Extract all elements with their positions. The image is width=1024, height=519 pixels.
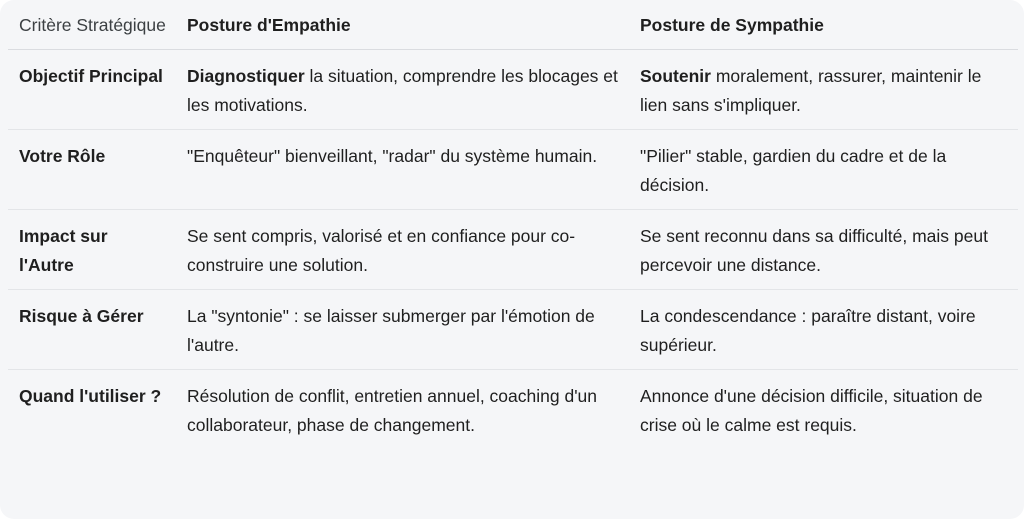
row-criterion: Votre Rôle — [8, 130, 176, 210]
row-criterion: Objectif Principal — [8, 50, 176, 130]
table-row — [8, 50, 1018, 130]
header-sympathy: Posture de Sympathie — [629, 0, 1018, 50]
cell-empathy-emphasis: Diagnostiquer — [187, 66, 305, 86]
table-row — [8, 290, 1018, 370]
cell-sympathy — [629, 50, 1018, 130]
header-criterion: Critère Stratégique — [8, 0, 176, 50]
row-criterion: Quand l'utiliser ? — [19, 386, 162, 406]
cell-empathy-text: la situation, comprendre les blocages et les motivations. — [187, 66, 618, 115]
header-empathy: Posture d'Empathie — [176, 0, 629, 50]
cell-empathy — [176, 50, 629, 130]
cell-empathy: Résolution de conflit, entretien annuel, coaching d'un collaborateur, phase de changement. — [187, 386, 598, 435]
table-row — [8, 210, 1018, 290]
cell-sympathy: Annonce d'une décision difficile, situation de crise où le calme est requis. — [640, 386, 983, 435]
comparison-table — [8, 0, 1018, 449]
cell-sympathy-text: moralement, rassurer, maintenir le lien sans s'impliquer. — [640, 66, 982, 115]
row-criterion: Impact sur l'Autre — [8, 210, 176, 290]
header-row — [8, 0, 1018, 50]
cell-sympathy: Se sent reconnu dans sa difficulté, mais peut percevoir une distance. — [629, 210, 1018, 290]
cell-empathy: Se sent compris, valorisé et en confiance pour co-construire une solution. — [176, 210, 629, 290]
table-row — [8, 130, 1018, 210]
table-row — [8, 370, 1018, 450]
cell-sympathy: "Pilier" stable, gardien du cadre et de la décision. — [629, 130, 1018, 210]
cell-sympathy: La condescendance : paraître distant, voire supérieur. — [629, 290, 1018, 370]
row-criterion: Risque à Gérer — [8, 290, 176, 370]
cell-sympathy-emphasis: Soutenir — [640, 66, 711, 86]
cell-empathy: La "syntonie" : se laisser submerger par l'émotion de l'autre. — [176, 290, 629, 370]
table-body — [8, 50, 1018, 450]
table-header — [8, 0, 1018, 50]
cell-empathy: "Enquêteur" bienveillant, "radar" du système humain. — [176, 130, 629, 210]
